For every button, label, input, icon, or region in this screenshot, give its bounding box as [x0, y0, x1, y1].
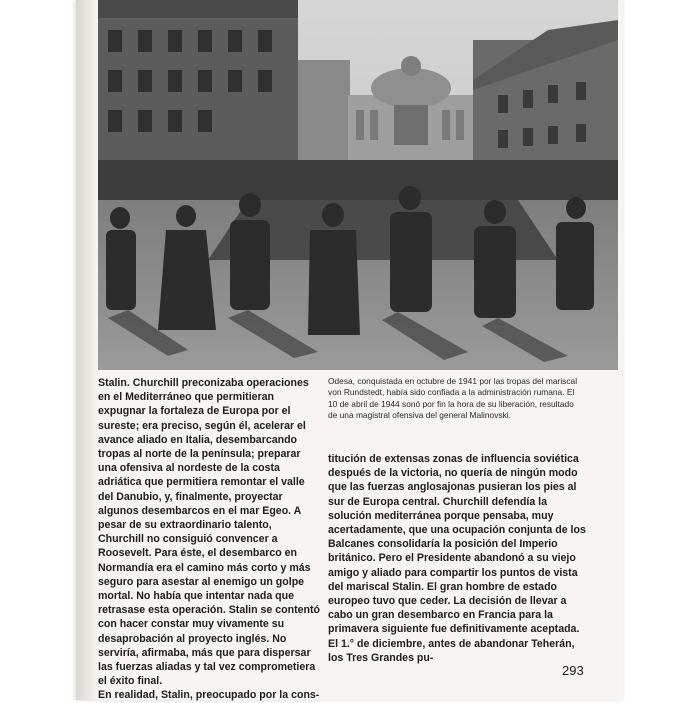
body-paragraph-continued: En realidad, Stalin, preocupado por la cons- — [98, 689, 320, 702]
body-paragraph: Stalin. Churchill preconizaba operaciones en el Mediterráneo que permitieran expugnar la fortaleza de Europa por el sureste; era preciso, según él, acelerar el avance aliado en Italia, desembarcando tropas al norte de la península; preparar una ofensiva al nordeste de la costa adriática que permitiera remontar el valle del Danubio, y, finalmente, proyectar algunos desembarcos en el mar Egeo. A pesar de su extraordinario talento, Churchill no consiguió convencer a Roosevelt. Para éste, el desembarco en Normandía era el camino más corto y más seguro para asestar al enemigo un golpe mortal. No había que intentar nada que retrasase esta operación. Stalin se contentó con hacer constar muy vivamente su desaprobación al proyecto inglés. No serviría, afirmaba, más que para dispersar las fuerzas aliadas y tal vez comprometiera el éxito final. — [98, 377, 320, 688]
right-text-column — [328, 452, 586, 665]
book-spine-shadow — [76, 0, 98, 700]
page-number: 293 — [562, 663, 584, 678]
photo-caption — [328, 376, 583, 421]
caption-text: Odesa, conquistada en octubre de 1941 por las tropas del mariscal von Rundstedt, había sido confiada a la administración rumana. El 10 de abril de 1944 sonó por fin la hora de su liberación, resultado de una magistral ofensiva del general Malinovski. — [328, 376, 578, 420]
body-paragraph: titución de extensas zonas de influencia soviética después de la victoria, no quería de ningún modo que las fuerzas anglosajonas pusieran los pies al sur de Europa central. Churchill defendía la solución mediterránea porque pensaba, muy acertadamente, que una ocupación conjunta de los Balcanes consolidaría la posición del Imperio británico. Pero el Presidente abandonó a su viejo amigo y aliado para compartir los puntos de vista del mariscal Stalin. El gran hombre de estado europeo tuvo que ceder. La decisión de llevar a cabo un gran desembarco en Francia para la primavera siguiente fue definitivamente aceptada. El 1.° de diciembre, antes de abandonar Teherán, los Tres Grandes pu- — [328, 453, 586, 664]
soldiers-march-photo — [98, 0, 618, 370]
left-text-column — [98, 376, 320, 703]
